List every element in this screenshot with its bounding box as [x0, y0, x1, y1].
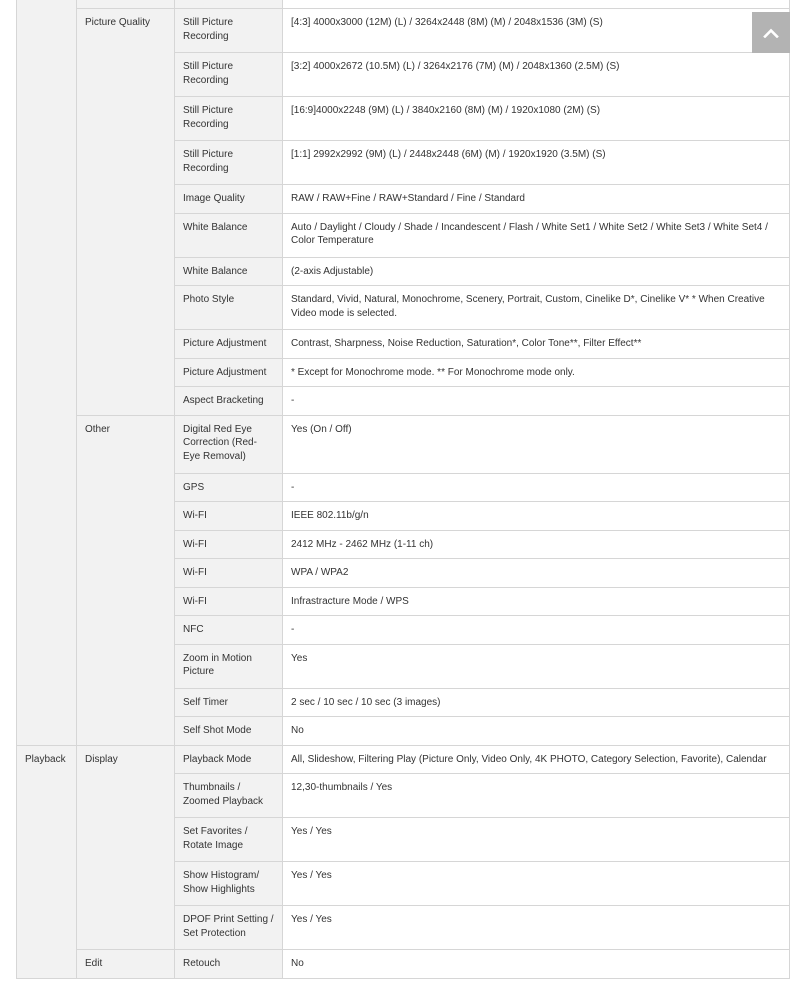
table-row: [17, 9, 790, 53]
item-cell: DPOF Print Setting / Set Protection: [175, 906, 283, 950]
group-cell: Other: [77, 415, 175, 745]
item-cell: Zoom in Motion Picture: [175, 644, 283, 688]
value-cell: -: [283, 616, 790, 645]
item-cell: Still Picture Recording: [175, 141, 283, 185]
value-cell: 12,30-thumbnails / Yes: [283, 774, 790, 818]
category-cell: Playback: [17, 745, 77, 978]
scroll-to-top-button[interactable]: [752, 12, 790, 53]
item-cell: Still Picture Recording: [175, 9, 283, 53]
item-cell: Show Histogram/ Show Highlights: [175, 862, 283, 906]
value-cell: Contrast, Sharpness, Noise Reduction, Saturation*, Color Tone**, Filter Effect**: [283, 330, 790, 359]
value-cell: Yes (On / Off): [283, 415, 790, 473]
item-cell: White Balance: [175, 213, 283, 257]
item-cell: Photo Style: [175, 286, 283, 330]
item-cell: White Balance: [175, 257, 283, 286]
spec-table: [16, 0, 790, 979]
item-cell: [175, 0, 283, 9]
item-cell: Still Picture Recording: [175, 53, 283, 97]
item-cell: NFC: [175, 616, 283, 645]
value-cell: No: [283, 950, 790, 979]
table-row: [17, 950, 790, 979]
value-cell: -: [283, 473, 790, 502]
value-cell: Yes / Yes: [283, 906, 790, 950]
value-cell: (2-axis Adjustable): [283, 257, 790, 286]
value-cell: * Except for Monochrome mode. ** For Monochrome mode only.: [283, 358, 790, 387]
value-cell: 2412 MHz - 2462 MHz (1-11 ch): [283, 530, 790, 559]
value-cell: Auto / Daylight / Cloudy / Shade / Incandescent / Flash / White Set1 / White Set2 / White Set3 / White Set4 / Color Temperature: [283, 213, 790, 257]
value-cell: 2 sec / 10 sec / 10 sec (3 images): [283, 688, 790, 717]
item-cell: Picture Adjustment: [175, 330, 283, 359]
value-cell: RAW / RAW+Fine / RAW+Standard / Fine / Standard: [283, 185, 790, 214]
value-cell: [16:9]4000x2248 (9M) (L) / 3840x2160 (8M) (M) / 1920x1080 (2M) (S): [283, 97, 790, 141]
item-cell: GPS: [175, 473, 283, 502]
item-cell: Wi-FI: [175, 502, 283, 531]
item-cell: Self Shot Mode: [175, 717, 283, 746]
group-cell: Edit: [77, 950, 175, 979]
item-cell: Wi-FI: [175, 559, 283, 588]
value-cell: [283, 0, 790, 9]
table-row: [17, 0, 790, 9]
group-cell: Display: [77, 745, 175, 950]
item-cell: Self Timer: [175, 688, 283, 717]
item-cell: Picture Adjustment: [175, 358, 283, 387]
table-row: [17, 415, 790, 473]
table-row: [17, 745, 790, 774]
value-cell: IEEE 802.11b/g/n: [283, 502, 790, 531]
value-cell: All, Slideshow, Filtering Play (Picture Only, Video Only, 4K PHOTO, Category Selection, Favorite), Calendar: [283, 745, 790, 774]
value-cell: Standard, Vivid, Natural, Monochrome, Scenery, Portrait, Custom, Cinelike D*, Cinelike V* * When Creative Video mode is selected.: [283, 286, 790, 330]
item-cell: Still Picture Recording: [175, 97, 283, 141]
value-cell: Yes / Yes: [283, 818, 790, 862]
group-cell: [77, 0, 175, 9]
item-cell: Playback Mode: [175, 745, 283, 774]
value-cell: WPA / WPA2: [283, 559, 790, 588]
value-cell: No: [283, 717, 790, 746]
value-cell: [1:1] 2992x2992 (9M) (L) / 2448x2448 (6M) (M) / 1920x1920 (3.5M) (S): [283, 141, 790, 185]
value-cell: -: [283, 387, 790, 416]
item-cell: Aspect Bracketing: [175, 387, 283, 416]
value-cell: Infrastracture Mode / WPS: [283, 587, 790, 616]
value-cell: Yes / Yes: [283, 862, 790, 906]
item-cell: Digital Red Eye Correction (Red-Eye Removal): [175, 415, 283, 473]
item-cell: Thumbnails / Zoomed Playback: [175, 774, 283, 818]
value-cell: Yes: [283, 644, 790, 688]
value-cell: [4:3] 4000x3000 (12M) (L) / 3264x2448 (8M) (M) / 2048x1536 (3M) (S): [283, 9, 790, 53]
item-cell: Image Quality: [175, 185, 283, 214]
chevron-up-icon: [763, 28, 779, 38]
item-cell: Wi-FI: [175, 587, 283, 616]
item-cell: Wi-FI: [175, 530, 283, 559]
category-cell: [17, 0, 77, 745]
value-cell: [3:2] 4000x2672 (10.5M) (L) / 3264x2176 (7M) (M) / 2048x1360 (2.5M) (S): [283, 53, 790, 97]
item-cell: Set Favorites / Rotate Image: [175, 818, 283, 862]
item-cell: Retouch: [175, 950, 283, 979]
group-cell: Picture Quality: [77, 9, 175, 416]
